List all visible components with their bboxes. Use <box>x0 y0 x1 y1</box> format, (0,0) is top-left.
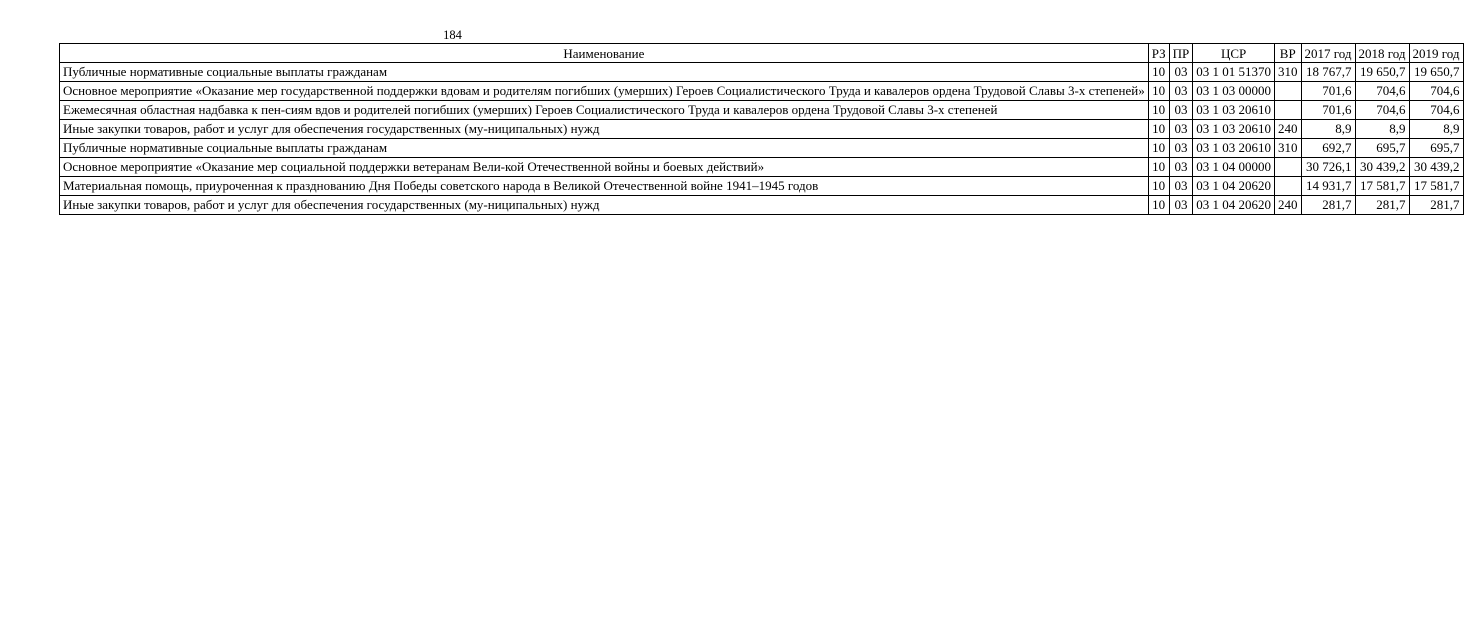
row-2018: 8,9 <box>1355 120 1409 139</box>
row-2017: 281,7 <box>1301 196 1355 215</box>
row-rz: 10 <box>1148 82 1169 101</box>
row-rz: 10 <box>1148 63 1169 82</box>
row-2018: 19 650,7 <box>1355 63 1409 82</box>
row-2019: 8,9 <box>1409 120 1463 139</box>
row-vr <box>1275 101 1302 120</box>
row-2017: 18 767,7 <box>1301 63 1355 82</box>
row-2017: 701,6 <box>1301 82 1355 101</box>
row-vr <box>1275 177 1302 196</box>
row-rz: 10 <box>1148 139 1169 158</box>
row-2018: 704,6 <box>1355 101 1409 120</box>
row-pr: 03 <box>1169 139 1193 158</box>
header-row <box>60 44 1464 63</box>
row-name: Иные закупки товаров, работ и услуг для обеспечения государственных (му-ниципальных) нужд <box>60 120 1149 139</box>
table-row <box>60 158 1464 177</box>
table-row <box>60 101 1464 120</box>
row-vr: 310 <box>1275 63 1302 82</box>
table-row <box>60 139 1464 158</box>
row-csr: 03 1 03 20610 <box>1193 101 1275 120</box>
row-csr: 03 1 04 00000 <box>1193 158 1275 177</box>
header-name: Наименование <box>60 44 1149 63</box>
row-2019: 30 439,2 <box>1409 158 1463 177</box>
table-row <box>60 120 1464 139</box>
row-name: Публичные нормативные социальные выплаты гражданам <box>60 63 1149 82</box>
row-2017: 701,6 <box>1301 101 1355 120</box>
row-pr: 03 <box>1169 63 1193 82</box>
row-rz: 10 <box>1148 196 1169 215</box>
row-vr <box>1275 82 1302 101</box>
row-csr: 03 1 04 20620 <box>1193 177 1275 196</box>
table-row <box>60 177 1464 196</box>
row-rz: 10 <box>1148 177 1169 196</box>
row-2019: 281,7 <box>1409 196 1463 215</box>
row-pr: 03 <box>1169 177 1193 196</box>
row-2018: 695,7 <box>1355 139 1409 158</box>
row-csr: 03 1 01 51370 <box>1193 63 1275 82</box>
row-rz: 10 <box>1148 120 1169 139</box>
header-csr: ЦСР <box>1193 44 1275 63</box>
row-csr: 03 1 03 00000 <box>1193 82 1275 101</box>
table-row <box>60 196 1464 215</box>
row-2019: 17 581,7 <box>1409 177 1463 196</box>
row-2018: 17 581,7 <box>1355 177 1409 196</box>
row-2018: 30 439,2 <box>1355 158 1409 177</box>
row-rz: 10 <box>1148 101 1169 120</box>
header-2019: 2019 год <box>1409 44 1463 63</box>
row-name: Материальная помощь, приуроченная к празднованию Дня Победы советского народа в Великой Отечественной войне 1941–1945 годов <box>60 177 1149 196</box>
row-2018: 281,7 <box>1355 196 1409 215</box>
header-pr: ПР <box>1169 44 1193 63</box>
header-2017: 2017 год <box>1301 44 1355 63</box>
header-vr: ВР <box>1275 44 1302 63</box>
row-rz: 10 <box>1148 158 1169 177</box>
row-pr: 03 <box>1169 82 1193 101</box>
row-2019: 704,6 <box>1409 82 1463 101</box>
row-2019: 19 650,7 <box>1409 63 1463 82</box>
row-vr: 240 <box>1275 120 1302 139</box>
header-rz: РЗ <box>1148 44 1169 63</box>
row-2018: 704,6 <box>1355 82 1409 101</box>
row-pr: 03 <box>1169 196 1193 215</box>
row-2017: 8,9 <box>1301 120 1355 139</box>
row-pr: 03 <box>1169 101 1193 120</box>
header-2018: 2018 год <box>1355 44 1409 63</box>
row-vr: 310 <box>1275 139 1302 158</box>
row-csr: 03 1 04 20620 <box>1193 196 1275 215</box>
row-pr: 03 <box>1169 158 1193 177</box>
row-2019: 695,7 <box>1409 139 1463 158</box>
row-csr: 03 1 03 20610 <box>1193 139 1275 158</box>
row-name: Основное мероприятие «Оказание мер социальной поддержки ветеранам Вели-кой Отечественной войны и боевых действий» <box>60 158 1149 177</box>
row-name: Ежемесячная областная надбавка к пен-сиям вдов и родителей погибших (умерших) Героев Социалистического Труда и кавалеров ордена Трудовой Славы 3-х степеней <box>60 101 1149 120</box>
row-csr: 03 1 03 20610 <box>1193 120 1275 139</box>
row-name: Основное мероприятие «Оказание мер государственной поддержки вдовам и родителям погибших (умерших) Героев Социалистического Труда и кавалеров ордена Трудовой Славы 3-х степеней» <box>60 82 1149 101</box>
budget-table <box>59 43 1464 215</box>
row-2017: 14 931,7 <box>1301 177 1355 196</box>
row-pr: 03 <box>1169 120 1193 139</box>
row-name: Публичные нормативные социальные выплаты гражданам <box>60 139 1149 158</box>
row-2017: 30 726,1 <box>1301 158 1355 177</box>
row-vr <box>1275 158 1302 177</box>
row-vr: 240 <box>1275 196 1302 215</box>
row-2019: 704,6 <box>1409 101 1463 120</box>
page-number: 184 <box>443 28 462 42</box>
table-row <box>60 82 1464 101</box>
row-name: Иные закупки товаров, работ и услуг для обеспечения государственных (му-ниципальных) нужд <box>60 196 1149 215</box>
row-2017: 692,7 <box>1301 139 1355 158</box>
table-row <box>60 63 1464 82</box>
